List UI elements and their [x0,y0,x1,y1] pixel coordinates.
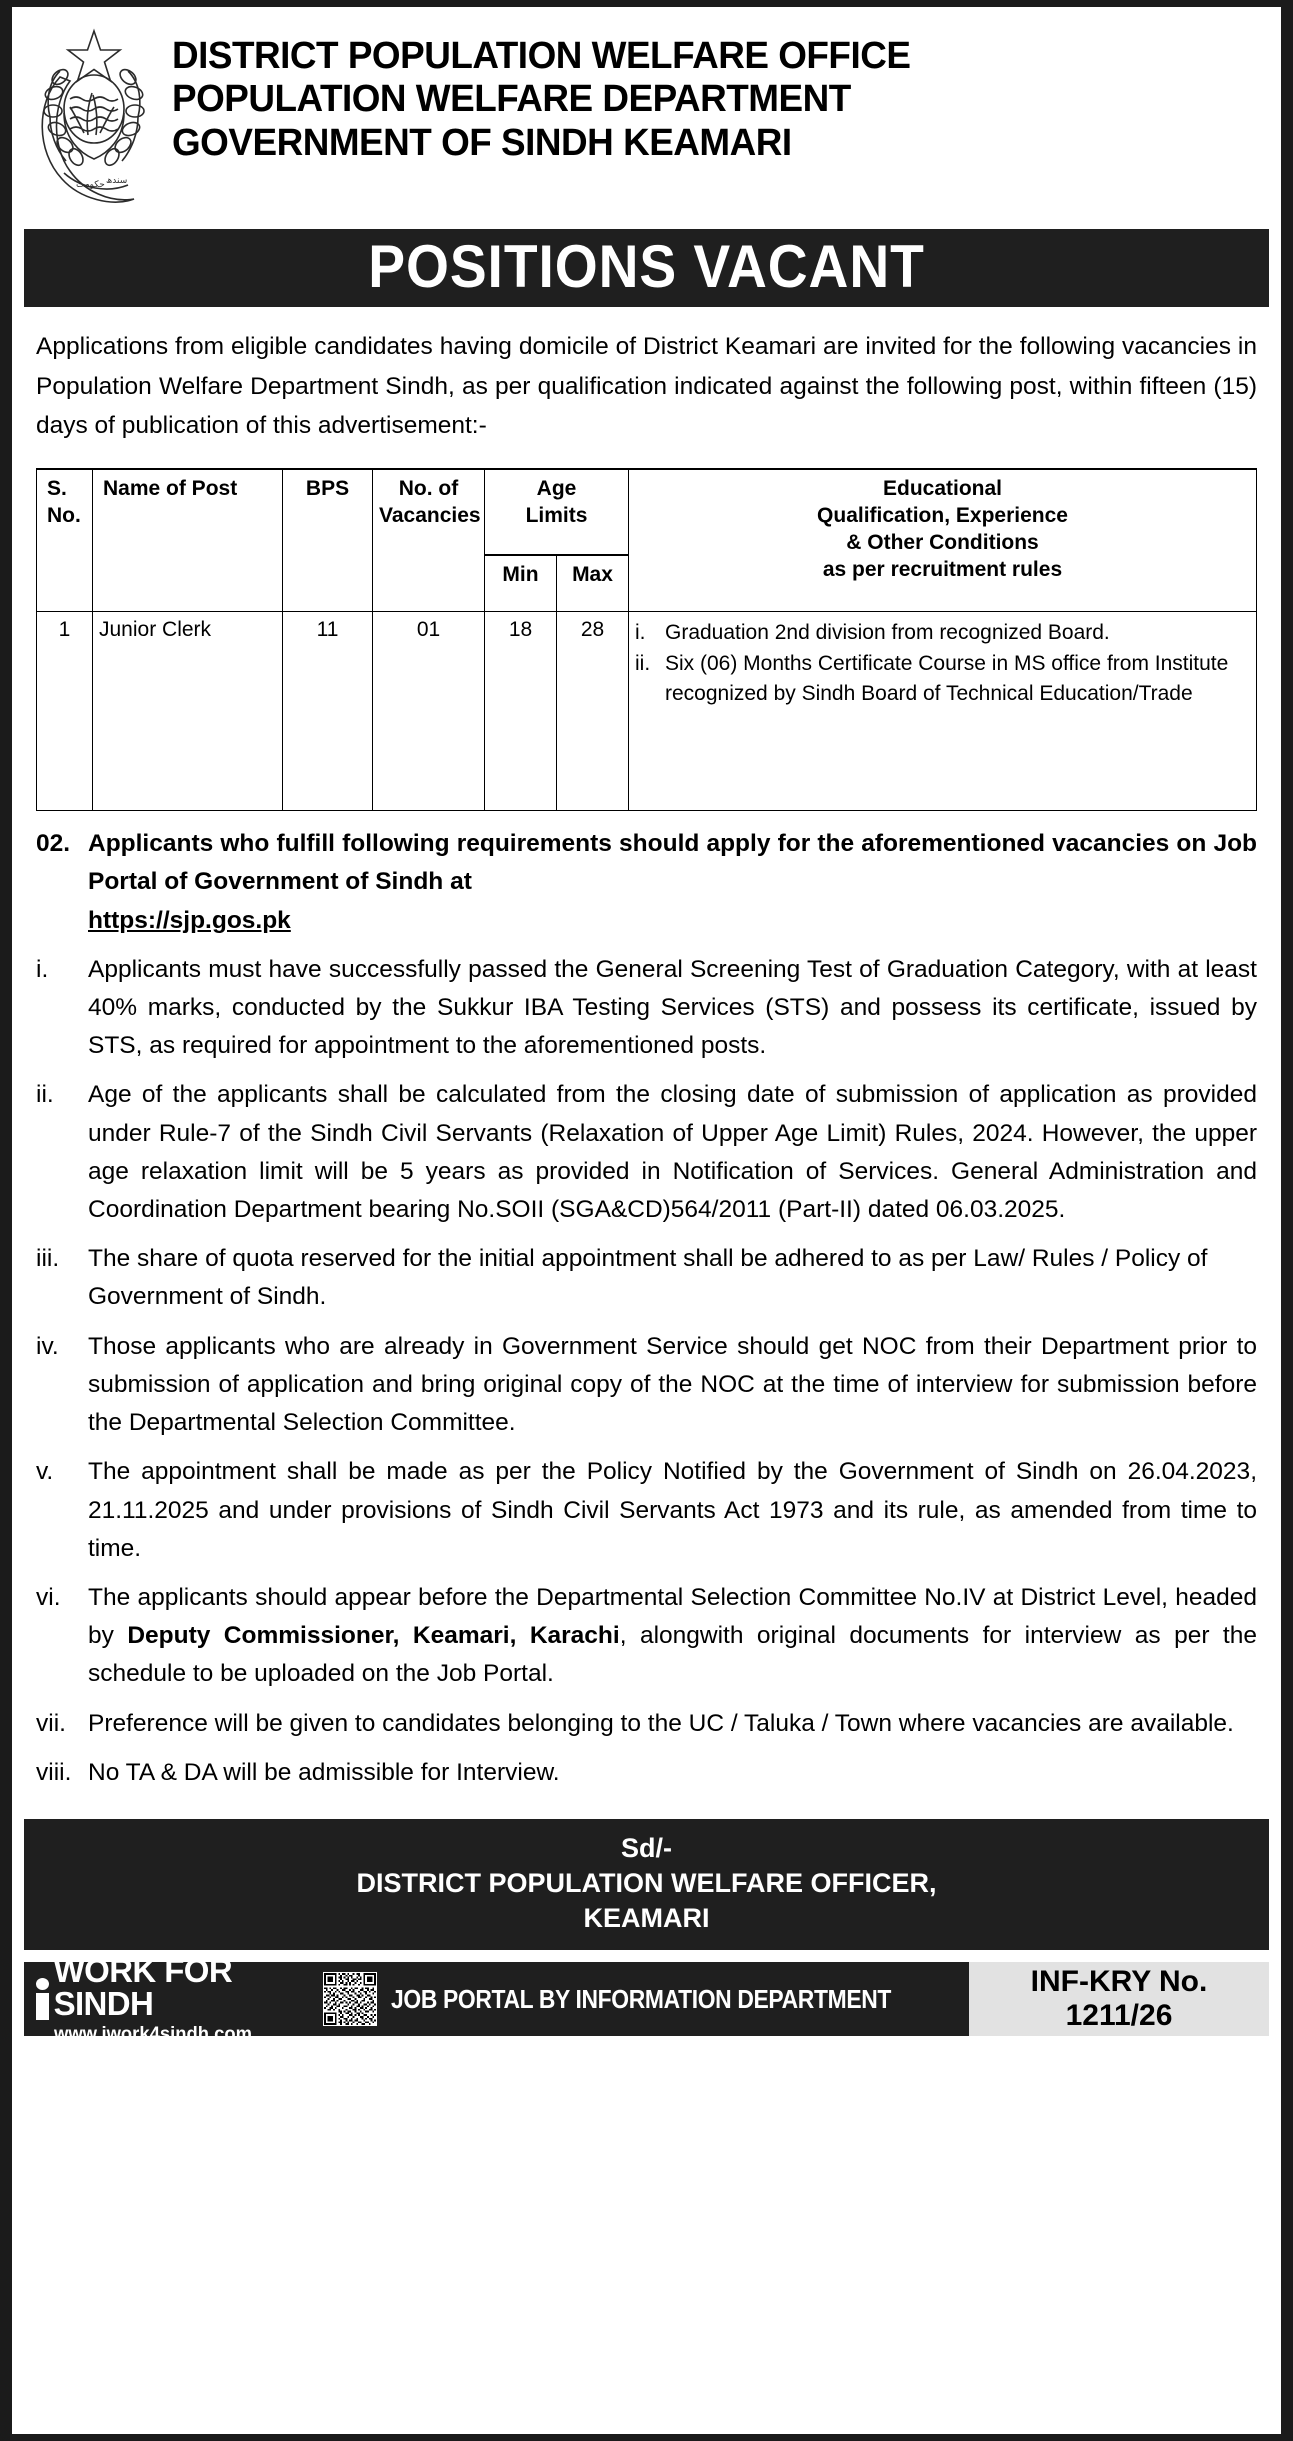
list-item [36,1579,1257,1694]
th-education-line-3: & Other Conditions [846,530,1039,554]
condition-text-iii: The share of quota reserved for the initial appointment shall be adhered to as per Law/ Rules / Policy of Government of Sindh. [88,1245,1208,1311]
condition-text-vi [88,1579,1257,1694]
education-marker-1: i. [635,620,646,644]
masthead [12,7,1281,223]
cell-vacancies: 01 [373,611,485,810]
masthead-titles [172,21,1265,165]
condition-marker-iv: iv. [36,1332,59,1360]
condition-marker-vii: vii. [36,1709,66,1737]
condition-marker-viii: viii. [36,1758,72,1786]
clause-02-body [88,825,1257,941]
vacancy-table [36,468,1257,811]
office-title-line-3: GOVERNMENT OF SINDH KEAMARI [172,121,792,164]
banner-title: POSITIONS VACANT [368,233,925,300]
iwork-i-glyph-icon [36,1978,48,2020]
condition-text-viii: No TA & DA will be admissible for Interview. [88,1758,560,1786]
inf-number-value: 1211/26 [1065,1999,1173,2033]
condition-vi-after: , alongwith original documents for interview as per the schedule to be uploaded on the Job Portal. [88,1622,1257,1688]
condition-marker-iii: iii. [36,1245,60,1273]
list-item [36,1453,1257,1568]
iwork-label: WORK FOR SINDH [53,1952,233,2023]
condition-text-v: The appointment shall be made as per the Policy Notified by the Government of Sindh on 26.04.2023, 21.11.2025 and under provisions of Sindh Civil Servants Act 1973 and its rule, as amended from time to time. [88,1458,1257,1562]
list-item [36,1076,1257,1229]
list-item [635,649,1250,709]
signature-designation: DISTRICT POPULATION WELFARE OFFICER, [356,1868,937,1899]
condition-marker-ii: ii. [36,1081,54,1109]
clause-02-number: 02. [36,829,71,857]
list-item [36,1705,1257,1743]
signature-district: KEAMARI [583,1903,710,1934]
office-title-line-1: DISTRICT POPULATION WELFARE OFFICE [172,35,911,77]
conditions-list [36,951,1257,1803]
page-inner-border [9,4,1284,2437]
condition-text-ii: Age of the applicants shall be calculated from the closing date of submission of application as provided under Rule-7 of the Sindh Civil Servants (Relaxation of Upper Age Limit) Rules, 2024. However, the upper age relaxation limit will be 5 years as provided in Notification of Services. General Administration and Coordination Department bearing No.SOII (SGA&CD)564/2011 (Part-II) dated 06.03.2025. [88,1081,1257,1223]
education-text-2: Six (06) Months Certificate Course in MS office from Institute recognized by Sindh Board of Technical Education/Trade [665,652,1229,706]
condition-marker-i: i. [36,955,49,983]
condition-text-i: Applicants must have successfully passed the General Screening Test of Graduation Category, with at least 40% marks, conducted by the Sukkur IBA Testing Services (STS) and possess its certificate, issued by STS, as required for appointment to the aforementioned posts. [88,955,1257,1060]
positions-vacant-banner [24,229,1269,307]
th-age-limits: Age Limits [485,469,629,555]
cell-education [629,611,1257,810]
inf-number-panel [969,1962,1269,2036]
condition-marker-vi: vi. [36,1583,61,1611]
inf-number-label: INF-KRY No. [1030,1964,1208,1998]
iwork-for-sindh-logo [36,1954,309,2044]
th-education-line-4: as per recruitment rules [822,557,1063,581]
table-row [37,611,1257,810]
clause-02 [36,825,1257,941]
footer-bar [24,1952,1269,2046]
job-portal-link-line [88,902,1257,941]
iwork-url[interactable]: www.iwork4sindh.com [53,2024,252,2046]
th-vacancies: No. of Vacancies [373,469,485,611]
list-item [36,1754,1257,1792]
cell-min-age: 18 [485,611,557,810]
list-item [36,951,1257,1066]
th-education-line-2: Qualification, Experience [817,503,1068,527]
clause-02-text: Applicants who fulfill following requirements should apply for the aforementioned vacancies on Job Portal of Government of Sindh at [88,829,1257,896]
list-item [36,1328,1257,1443]
th-age-max: Max [557,555,629,611]
signature-block [24,1819,1269,1950]
cell-name-of-post: Junior Clerk [93,611,283,810]
th-serial-no: S. No. [37,469,93,611]
education-text-1: Graduation 2nd division from recognized Board. [665,620,1110,644]
th-education [629,469,1257,611]
th-education-line-1: Educational [882,477,1003,501]
intro-paragraph: Applications from eligible candidates having domicile of District Keamari are invited for the following vacancies in Population Welfare Department Sindh, as per qualification indicated against the following post, within fifteen (15) days of publication of this advertisement:- [36,333,1257,440]
footer-dark-panel [24,1952,969,2046]
education-marker-2: ii. [635,652,651,676]
qr-code-icon[interactable] [323,1972,377,2026]
cell-max-age: 28 [557,611,629,810]
condition-marker-v: v. [36,1458,54,1486]
government-of-sindh-emblem-icon [30,21,158,217]
svg-text:سندھ: سندھ [106,176,128,186]
cell-serial-no: 1 [37,611,93,810]
signature-sd: Sd/- [621,1833,672,1864]
condition-vi-bold: Deputy Commissioner, Keamari, Karachi [127,1622,620,1650]
office-title-line-2: POPULATION WELFARE DEPARTMENT [172,78,851,121]
list-item [36,1240,1257,1316]
condition-vi-before: The applicants should appear before the Departmental Selection Committee No.IV at District Level, headed by [88,1583,1257,1650]
condition-text-iv: Those applicants who are already in Government Service should get NOC from their Department prior to submission of application and bring original copy of the NOC at the time of interview for submission before the Departmental Selection Committee. [88,1332,1257,1437]
vacancy-table-wrapper [36,468,1257,811]
education-list [635,618,1250,709]
list-item [635,618,1250,648]
th-name-of-post: Name of Post [93,469,283,611]
vacancy-table-body [37,611,1257,810]
th-bps: BPS [283,469,373,611]
condition-text-vii: Preference will be given to candidates belonging to the UC / Taluka / Town where vacancies are available. [88,1709,1234,1737]
th-age-min: Min [485,555,557,611]
iwork-texts [54,1954,309,2044]
job-portal-footer-text: JOB PORTAL BY INFORMATION DEPARTMENT [390,1983,891,2014]
vacancy-table-head [37,469,1257,611]
table-header-row-main [37,469,1257,555]
svg-text:حکومت: حکومت [76,180,105,190]
job-portal-link[interactable]: https://sjp.gos.pk [88,906,291,934]
cell-bps: 11 [283,611,373,810]
